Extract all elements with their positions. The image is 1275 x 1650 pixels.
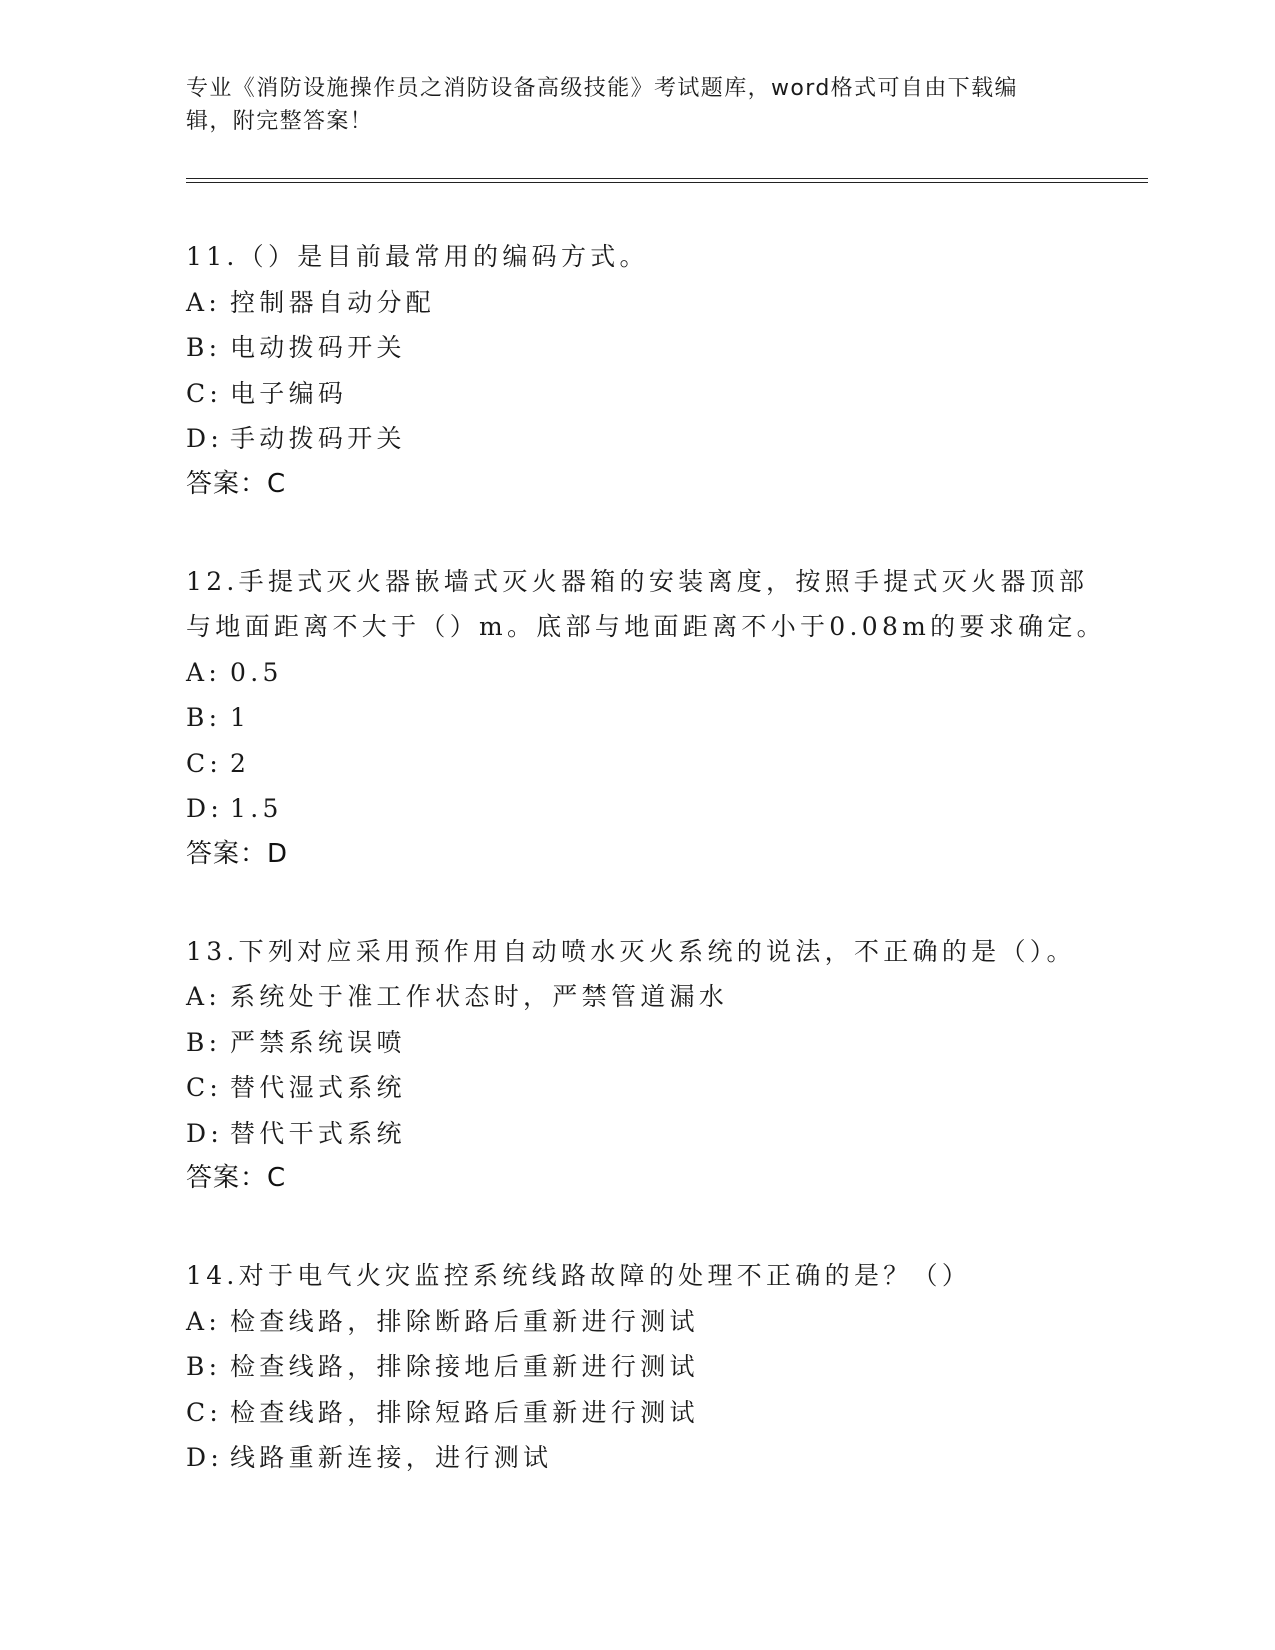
option-key: D: bbox=[186, 1443, 224, 1472]
option-text: 0.5 bbox=[230, 657, 283, 687]
question-stem: 14.对于电气火灾监控系统线路故障的处理不正确的是？（） bbox=[186, 1261, 972, 1290]
option-key: A: bbox=[186, 287, 222, 317]
answer-line: 答案：C bbox=[186, 1163, 287, 1193]
option-b bbox=[186, 1020, 1086, 1066]
option-text: 控制器自动分配 bbox=[230, 287, 436, 317]
option-text: 严禁系统误喷 bbox=[230, 1027, 406, 1057]
option-a bbox=[186, 650, 1086, 696]
option-d bbox=[186, 416, 1086, 462]
option-key: D: bbox=[186, 424, 224, 453]
question-11 bbox=[186, 234, 1086, 507]
option-key: A: bbox=[186, 982, 222, 1011]
option-key: B: bbox=[186, 703, 222, 732]
option-text: 替代湿式系统 bbox=[230, 1073, 406, 1102]
option-key: C: bbox=[186, 748, 223, 778]
option-key: A: bbox=[186, 657, 222, 687]
option-text: 线路重新连接，进行测试 bbox=[230, 1443, 553, 1472]
option-d bbox=[186, 1435, 1086, 1481]
option-key: B: bbox=[186, 1352, 222, 1381]
page-header bbox=[186, 72, 1066, 138]
option-text: 检查线路，排除断路后重新进行测试 bbox=[230, 1306, 699, 1336]
option-key: D: bbox=[186, 794, 224, 823]
option-key: C: bbox=[186, 1397, 223, 1427]
option-key: A: bbox=[186, 1306, 222, 1336]
option-d bbox=[186, 786, 1086, 832]
option-text: 检查线路，排除接地后重新进行测试 bbox=[230, 1352, 699, 1381]
header-double-rule bbox=[186, 178, 1148, 183]
question-stem: 13.下列对应采用预作用自动喷水灭火系统的说法，不正确的是（）。 bbox=[186, 936, 1076, 966]
option-a bbox=[186, 280, 1086, 326]
option-key: D: bbox=[186, 1118, 224, 1148]
header-title-line-2: 辑，附完整答案！ bbox=[186, 109, 374, 134]
answer-line: 答案：C bbox=[186, 468, 287, 499]
option-c bbox=[186, 1390, 1086, 1436]
question-stem: 11.（）是目前最常用的编码方式。 bbox=[186, 242, 649, 271]
option-text: 1.5 bbox=[230, 794, 283, 823]
option-a bbox=[186, 1299, 1086, 1345]
option-b bbox=[186, 1344, 1086, 1390]
option-key: B: bbox=[186, 333, 222, 362]
option-b bbox=[186, 325, 1086, 371]
option-b bbox=[186, 695, 1086, 741]
option-key: C: bbox=[186, 1073, 223, 1102]
option-a bbox=[186, 974, 1086, 1020]
option-text: 系统处于准工作状态时，严禁管道漏水 bbox=[230, 982, 729, 1011]
header-title-line-1: 专业《消防设施操作员之消防设备高级技能》考试题库，word格式可自由下载编 bbox=[186, 76, 1018, 101]
option-text: 电子编码 bbox=[230, 378, 348, 408]
question-12 bbox=[186, 559, 1106, 877]
question-list bbox=[186, 234, 1106, 1533]
option-c bbox=[186, 1065, 1086, 1111]
question-13 bbox=[186, 929, 1086, 1202]
option-text: 2 bbox=[230, 748, 251, 778]
option-text: 手动拨码开关 bbox=[230, 424, 406, 453]
option-text: 检查线路，排除短路后重新进行测试 bbox=[230, 1397, 699, 1427]
question-stem-line-1: 12.手提式灭火器嵌墙式灭火器箱的安装离度，按照手提式灭火器顶部 bbox=[186, 566, 1089, 596]
question-14 bbox=[186, 1253, 1086, 1481]
option-c bbox=[186, 371, 1086, 417]
option-c bbox=[186, 741, 1086, 787]
answer-line: 答案：D bbox=[186, 838, 289, 869]
option-d bbox=[186, 1111, 1086, 1157]
option-text: 电动拨码开关 bbox=[230, 333, 406, 362]
option-key: B: bbox=[186, 1027, 222, 1057]
option-key: C: bbox=[186, 378, 223, 408]
option-text: 1 bbox=[230, 703, 251, 732]
question-stem-line-2: 与地面距离不大于（）m。底部与地面距离不小于0.08m的要求确定。 bbox=[186, 612, 1106, 641]
option-text: 替代干式系统 bbox=[230, 1118, 406, 1148]
